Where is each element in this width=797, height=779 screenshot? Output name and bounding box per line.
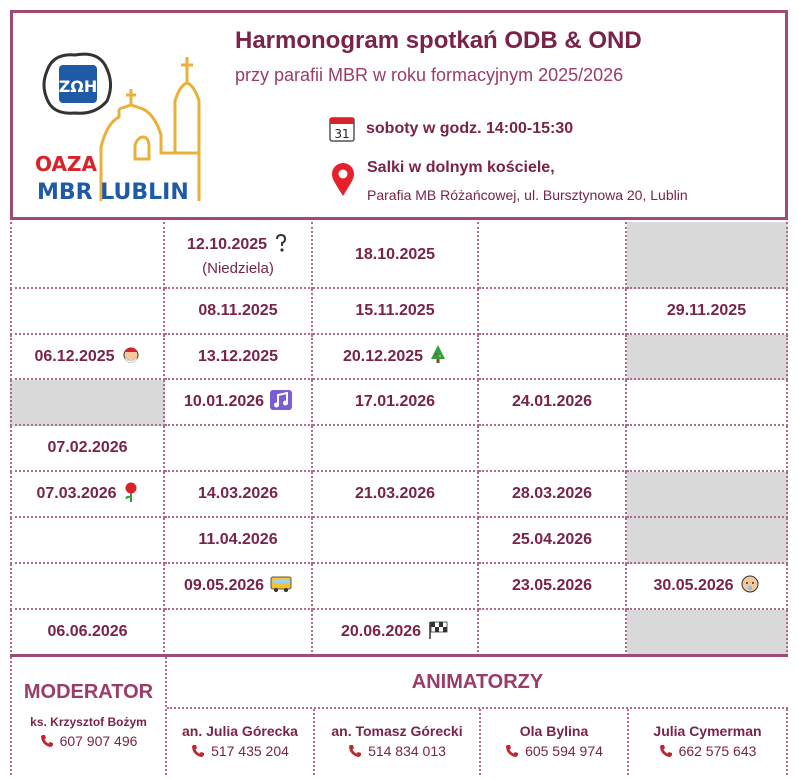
animator-name: an. Julia Górecka [182,723,298,739]
meeting-date: 12.10.2025 [186,236,268,253]
animator-name: Ola Bylina [519,723,589,739]
empty-cell [479,426,627,472]
svg-text:ΖΩΗ: ΖΩΗ [58,77,98,96]
meeting-date: 14.03.2026 [197,485,279,502]
calendar-row [10,380,788,426]
meeting-date: 06.06.2026 [47,623,128,640]
phone-icon [505,744,519,758]
svg-text:MBR LUBLIN: MBR LUBLIN [37,180,189,205]
meeting-date-cell [313,610,479,656]
header-box [10,10,788,220]
map-pin-icon [331,163,355,197]
meeting-date-cell [165,564,313,610]
calendar-row [10,564,788,610]
empty-cell [479,222,627,289]
christmas-tree-icon [429,344,447,369]
meeting-date-cell [627,564,788,610]
meeting-date-cell [479,564,627,610]
question-icon [273,233,289,258]
meeting-date: 07.02.2026 [47,439,128,456]
svg-text:OAZA: OAZA [35,152,97,176]
calendar-row [10,222,788,289]
meeting-date-cell [313,380,479,426]
meeting-date-cell [165,289,313,335]
empty-cell [627,380,788,426]
phone-icon [191,744,205,758]
schedule-row [328,115,573,143]
animator-contact [481,723,627,759]
phone-icon [659,744,673,758]
meeting-date: 06.12.2025 [34,347,115,365]
meeting-date: 18.10.2025 [354,245,436,263]
music-note-icon [270,390,292,415]
meeting-date-cell [313,335,479,380]
calendar-row [10,610,788,656]
moderator-title: MODERATOR [23,681,154,703]
empty-cell [479,610,627,656]
meeting-date: 24.01.2026 [511,393,593,410]
empty-cell [10,222,165,289]
animator-name: an. Tomasz Górecki [331,723,463,739]
empty-cell [479,335,627,380]
calendar-row [10,426,788,472]
calendar-row [10,518,788,564]
place-title: Salki w dolnym kościele, [367,159,555,176]
animator-phone[interactable]: 662 575 643 [629,743,786,759]
meeting-date-cell [165,380,313,426]
santa-icon [121,344,141,369]
meeting-date-cell [313,289,479,335]
phone-icon [348,744,362,758]
animator-phone[interactable]: 514 834 013 [315,743,479,759]
animator-contact [167,723,313,759]
moderator-name: ks. Krzysztof Bożym [30,715,147,729]
meeting-date: 09.05.2026 [183,577,265,594]
calendar-row [10,472,788,518]
meeting-date-cell [165,472,313,518]
empty-cell [10,289,165,335]
empty-cell [627,426,788,472]
schedule-text: soboty w godz. 14:00-15:30 [366,120,574,137]
page-title: Harmonogram spotkań ODB & OND [235,27,642,54]
meeting-date: 08.11.2025 [198,302,278,319]
meeting-date-cell [10,335,165,380]
calendar-row [10,335,788,380]
animator-column [481,709,629,775]
meeting-date: 15.11.2025 [355,302,435,319]
meeting-date-cell [479,472,627,518]
meeting-date: 17.01.2026 [354,393,436,410]
animator-name: Julia Cymerman [653,723,762,739]
empty-cell [313,426,479,472]
empty-cell [627,518,788,564]
animators-title: ANIMATORZY [167,657,788,709]
meeting-date: 29.11.2025 [666,302,747,319]
meeting-date: 20.06.2026 [340,623,422,640]
calendar-row [10,289,788,335]
moderator-column [10,657,167,775]
checkered-flag-icon [427,620,449,645]
empty-cell [313,518,479,564]
empty-cell [10,518,165,564]
meeting-date: 30.05.2026 [653,577,734,594]
meeting-date: 25.04.2026 [511,531,593,548]
meeting-date-cell [313,222,479,289]
meeting-date-cell [165,518,313,564]
baby-icon [740,574,760,599]
bus-icon [270,575,292,598]
calendar-grid [10,222,788,656]
meeting-note: (Niedziela) [202,259,274,277]
empty-cell [627,335,788,380]
meeting-date-cell [479,380,627,426]
meeting-date-cell [165,335,313,380]
page-subtitle: przy parafii MBR w roku formacyjnym 2025/2026 [235,65,624,85]
meeting-date: 28.03.2026 [511,485,593,502]
phone-icon [40,734,54,748]
animator-column [315,709,481,775]
meeting-date-cell [479,518,627,564]
empty-cell [479,289,627,335]
animator-phone[interactable]: 517 435 204 [167,743,313,759]
empty-cell [10,380,165,426]
place-address: Parafia MB Różańcowej, ul. Bursztynowa 20, Lublin [367,187,688,203]
meeting-date: 11.04.2026 [198,531,278,548]
meeting-date: 23.05.2026 [511,577,593,594]
meeting-date: 20.12.2025 [342,347,424,365]
meeting-date-cell [10,610,165,656]
moderator-phone[interactable]: 607 907 496 [12,733,165,749]
animator-phone[interactable]: 605 594 974 [481,743,627,759]
moderator-contact [12,715,165,749]
meeting-date: 21.03.2026 [354,485,436,502]
empty-cell [627,610,788,656]
meeting-date-cell [10,472,165,518]
animator-contact [629,723,786,759]
meeting-date-cell [165,222,313,289]
calendar-day: 31 [334,127,350,141]
rose-icon [123,481,139,508]
animator-column [629,709,788,775]
empty-cell [165,610,313,656]
meeting-date: 07.03.2026 [36,485,117,502]
meeting-date: 10.01.2026 [183,393,265,410]
meeting-date-cell [627,289,788,335]
meeting-date: 13.12.2025 [197,347,279,365]
animator-contact [315,723,479,759]
empty-cell [627,222,788,289]
oaza-mbr-lublin-logo [35,43,205,205]
meeting-date-cell [10,426,165,472]
animator-column [167,709,315,775]
empty-cell [165,426,313,472]
empty-cell [10,564,165,610]
calendar-icon [328,115,356,143]
empty-cell [313,564,479,610]
contacts-section [10,654,788,775]
meeting-date-cell [313,472,479,518]
empty-cell [627,472,788,518]
